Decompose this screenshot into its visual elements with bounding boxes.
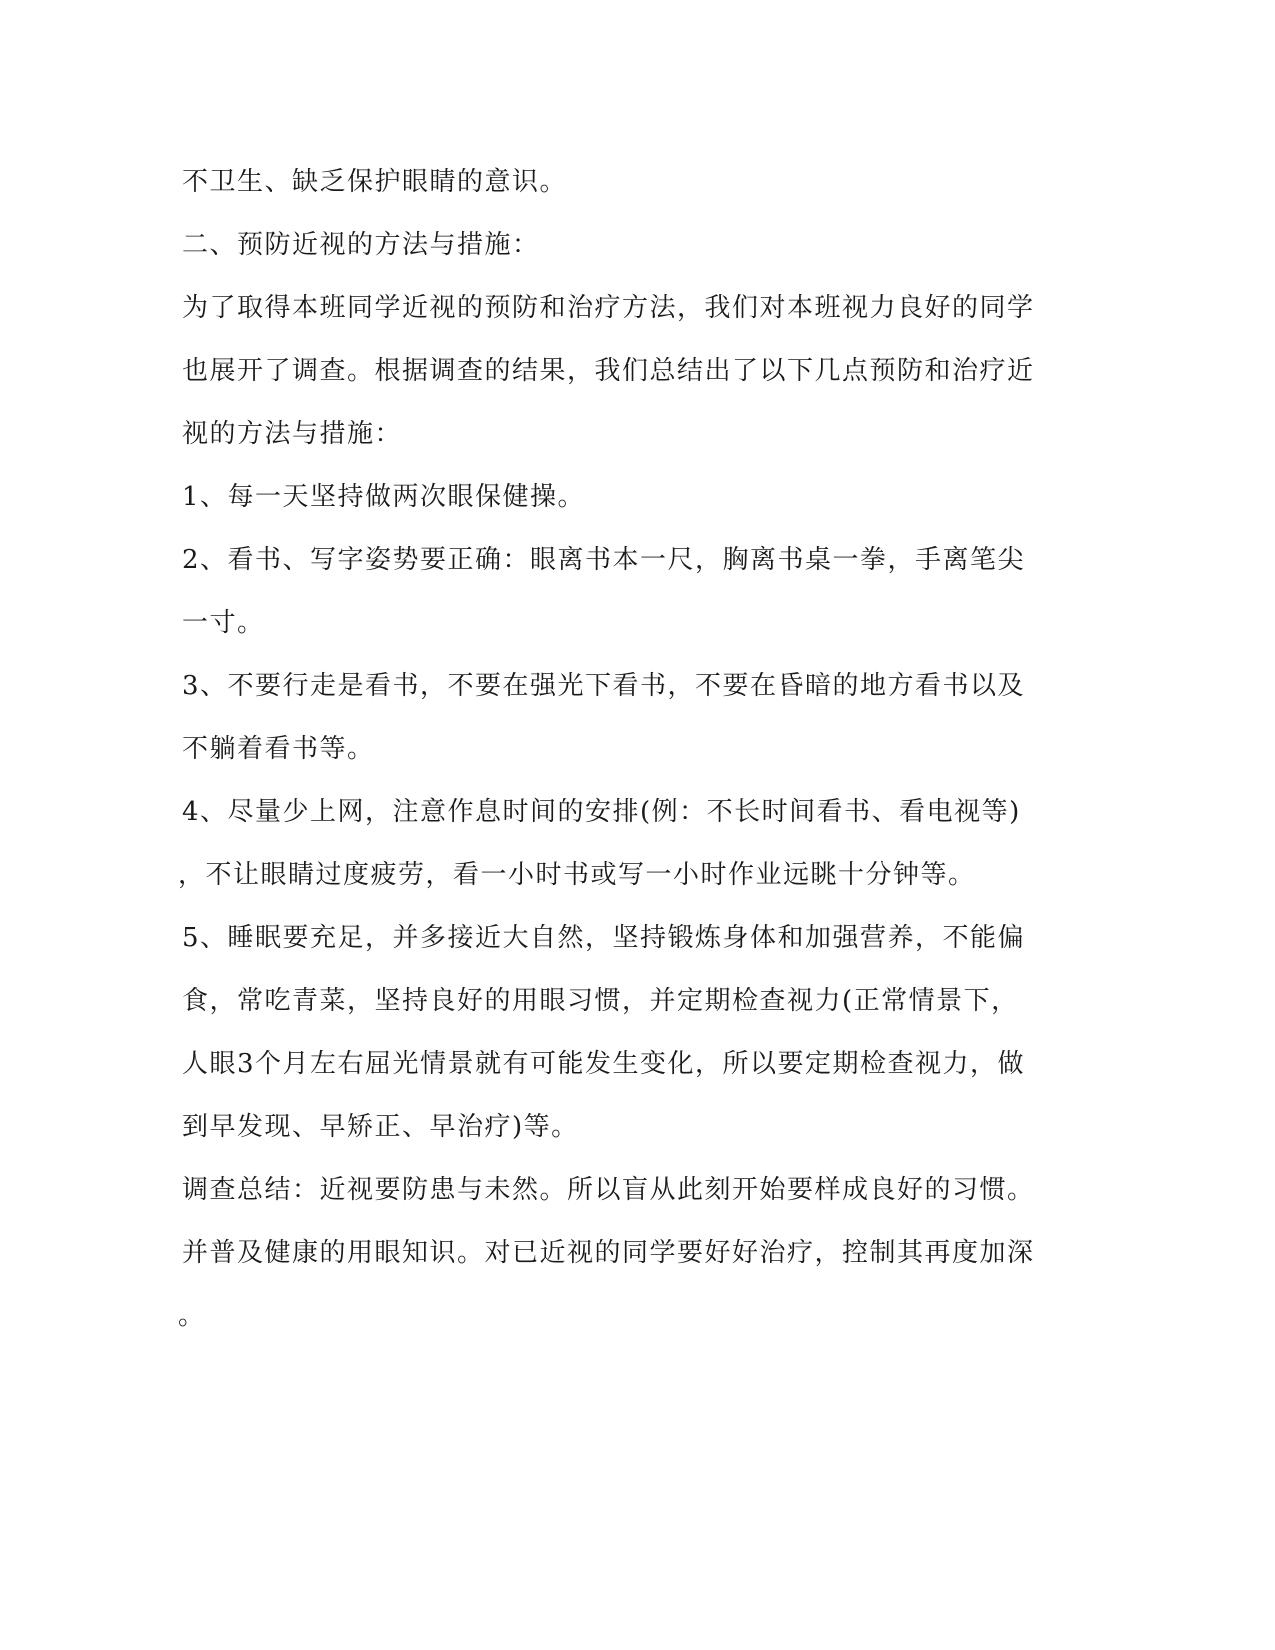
text-line: ，不让眼睛过度疲劳，看一小时书或写一小时作业远眺十分钟等。 [178,860,976,890]
text-line: 人眼3个月左右屈光情景就有可能发生变化，所以要定期检查视力，做 [182,1049,1026,1079]
list-item-3: 3、不要行走是看书，不要在强光下看书，不要在昏暗的地方看书以及 [182,671,1026,701]
list-item-4: 4、尽量少上网，注意作息时间的安排(例：不长时间看书、看电视等) [182,797,1021,827]
summary-line: 调查总结：近视要防患与未然。所以盲从此刻开始要样成良好的习惯。 [182,1175,1035,1205]
section-heading: 二、预防近视的方法与措施： [182,230,540,260]
text-line: 食，常吃青菜，坚持良好的用眼习惯，并定期检查视力(正常情景下， [182,986,1019,1016]
text-line: 到早发现、早矫正、早治疗)等。 [182,1112,579,1142]
text-line: 不躺着看书等。 [182,734,375,764]
text-line: 不卫生、缺乏保护眼睛的意识。 [182,167,568,197]
document-body [178,162,1082,1359]
text-line: 。 [178,1301,206,1331]
text-line: 并普及健康的用眼知识。对已近视的同学要好好治疗，控制其再度加深 [182,1238,1035,1268]
list-item-5: 5、睡眠要充足，并多接近大自然，坚持锻炼身体和加强营养，不能偏 [182,923,1026,953]
list-item-1: 1、每一天坚持做两次眼保健操。 [182,482,586,512]
list-item-2: 2、看书、写字姿势要正确：眼离书本一尺，胸离书桌一拳，手离笔尖 [182,545,1026,575]
text-line: 也展开了调查。根据调查的结果，我们总结出了以下几点预防和治疗近 [182,356,1035,386]
text-line: 视的方法与措施： [182,419,403,449]
text-line: 为了取得本班同学近视的预防和治疗方法，我们对本班视力良好的同学 [182,293,1035,323]
text-line: 一寸。 [182,608,265,638]
